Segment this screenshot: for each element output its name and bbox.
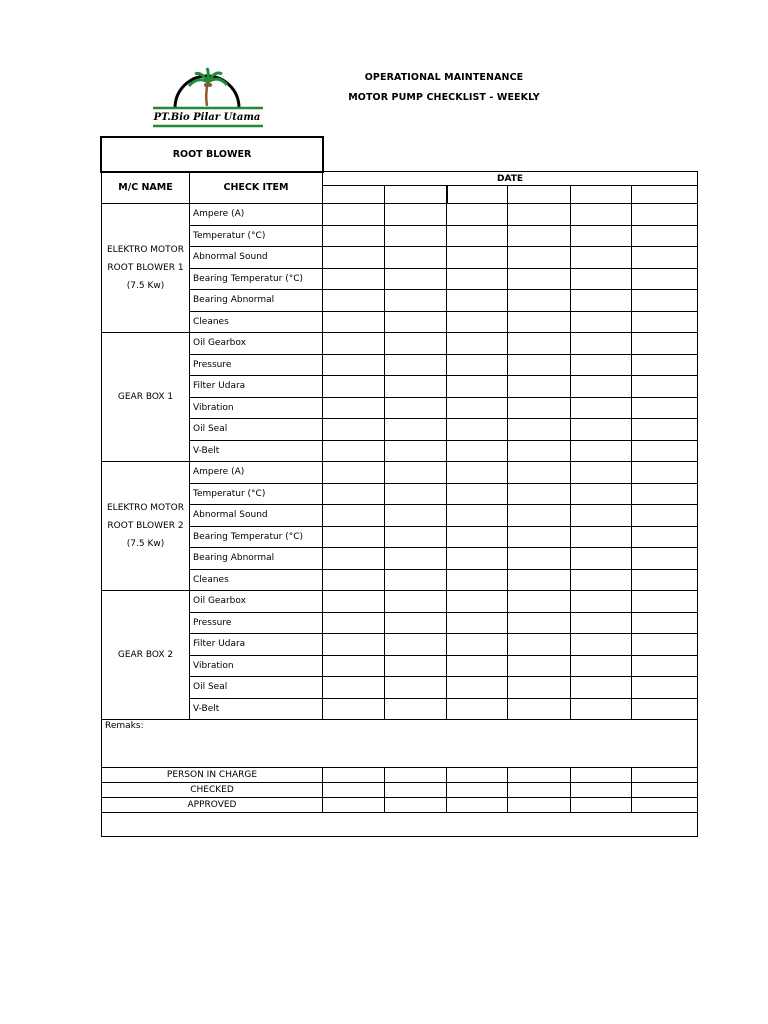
entry-cell[interactable] <box>447 612 508 634</box>
signature-cell[interactable] <box>632 783 698 798</box>
sign-row <box>102 798 698 813</box>
entry-cell[interactable] <box>385 634 447 656</box>
title-line-1: OPERATIONAL MAINTENANCE <box>364 72 524 83</box>
entry-cell[interactable] <box>385 483 447 505</box>
date-cell[interactable] <box>508 186 571 204</box>
entry-cell[interactable] <box>508 698 571 720</box>
entry-cell[interactable] <box>447 311 508 333</box>
entry-cell[interactable] <box>632 354 698 376</box>
check-item-cell: Filter Udara <box>190 376 323 398</box>
mc-name-line: (7.5 Kw) <box>126 281 165 291</box>
entry-cell[interactable] <box>447 505 508 527</box>
entry-cell[interactable] <box>385 526 447 548</box>
sign-row <box>102 768 698 783</box>
entry-cell[interactable] <box>571 591 632 613</box>
section-title: ROOT BLOWER <box>100 136 324 173</box>
company-logo <box>145 66 270 136</box>
signature-cell[interactable] <box>385 783 447 798</box>
remarks-field[interactable]: Remaks: <box>102 720 698 768</box>
entry-cell[interactable] <box>385 612 447 634</box>
sign-row <box>102 783 698 798</box>
entry-cell[interactable] <box>571 311 632 333</box>
signature-cell[interactable] <box>571 798 632 813</box>
entry-cell[interactable] <box>323 440 385 462</box>
entry-cell[interactable] <box>632 483 698 505</box>
entry-cell[interactable] <box>508 268 571 290</box>
entry-cell[interactable] <box>447 548 508 570</box>
entry-cell[interactable] <box>323 634 385 656</box>
entry-cell[interactable] <box>571 419 632 441</box>
entry-cell[interactable] <box>447 333 508 355</box>
entry-cell[interactable] <box>385 247 447 269</box>
entry-cell[interactable] <box>571 354 632 376</box>
title-line-2: MOTOR PUMP CHECKLIST - WEEKLY <box>348 92 540 103</box>
entry-cell[interactable] <box>571 634 632 656</box>
entry-cell[interactable] <box>508 677 571 699</box>
entry-cell[interactable] <box>323 655 385 677</box>
signature-cell[interactable] <box>447 768 508 783</box>
entry-cell[interactable] <box>632 333 698 355</box>
table-row <box>102 655 698 677</box>
entry-cell[interactable] <box>447 440 508 462</box>
entry-cell[interactable] <box>323 225 385 247</box>
entry-cell[interactable] <box>508 247 571 269</box>
entry-cell[interactable] <box>447 462 508 484</box>
mc-name-line: (7.5 Kw) <box>126 539 165 549</box>
table-row <box>102 333 698 355</box>
entry-cell[interactable] <box>632 419 698 441</box>
entry-cell[interactable] <box>632 505 698 527</box>
entry-cell[interactable] <box>447 397 508 419</box>
entry-cell[interactable] <box>571 505 632 527</box>
table-row <box>102 376 698 398</box>
entry-cell[interactable] <box>323 333 385 355</box>
entry-cell[interactable] <box>447 268 508 290</box>
entry-cell[interactable] <box>508 526 571 548</box>
entry-cell[interactable] <box>571 612 632 634</box>
entry-cell[interactable] <box>632 268 698 290</box>
check-item-header: CHECK ITEM <box>190 172 323 204</box>
entry-cell[interactable] <box>323 376 385 398</box>
entry-cell[interactable] <box>508 333 571 355</box>
table-row <box>102 677 698 699</box>
entry-cell[interactable] <box>385 548 447 570</box>
entry-cell[interactable] <box>447 569 508 591</box>
signature-cell[interactable] <box>508 783 571 798</box>
entry-cell[interactable] <box>323 591 385 613</box>
mc-name-line: ELEKTRO MOTOR <box>107 245 184 255</box>
entry-cell[interactable] <box>323 247 385 269</box>
check-item-cell: Bearing Temperatur (°C) <box>190 526 323 548</box>
check-item-cell: Ampere (A) <box>190 204 323 226</box>
remarks-row <box>102 720 698 768</box>
signature-cell[interactable] <box>571 768 632 783</box>
entry-cell[interactable] <box>385 354 447 376</box>
mc-name-line: ELEKTRO MOTOR <box>107 503 184 513</box>
entry-cell[interactable] <box>508 204 571 226</box>
entry-cell[interactable] <box>508 419 571 441</box>
entry-cell[interactable] <box>508 612 571 634</box>
entry-cell[interactable] <box>632 376 698 398</box>
check-item-cell: Temperatur (°C) <box>190 225 323 247</box>
entry-cell[interactable] <box>571 376 632 398</box>
entry-cell[interactable] <box>632 634 698 656</box>
entry-cell[interactable] <box>323 462 385 484</box>
entry-cell[interactable] <box>632 655 698 677</box>
table-row <box>102 505 698 527</box>
signature-cell[interactable] <box>447 783 508 798</box>
entry-cell[interactable] <box>571 548 632 570</box>
table-row <box>102 612 698 634</box>
check-item-cell: Oil Gearbox <box>190 333 323 355</box>
svg-text:PT.Bio Pilar Utama: PT.Bio Pilar Utama <box>153 112 261 123</box>
entry-cell[interactable] <box>385 225 447 247</box>
mc-name-cell <box>102 204 190 333</box>
table-row <box>102 591 698 613</box>
signature-cell[interactable] <box>385 798 447 813</box>
check-item-cell: Vibration <box>190 397 323 419</box>
check-item-cell: Cleanes <box>190 311 323 333</box>
entry-cell[interactable] <box>571 677 632 699</box>
check-item-cell: Bearing Temperatur (°C) <box>190 268 323 290</box>
entry-cell[interactable] <box>508 634 571 656</box>
table-row <box>102 440 698 462</box>
entry-cell[interactable] <box>447 634 508 656</box>
entry-cell[interactable] <box>447 483 508 505</box>
signature-cell[interactable] <box>632 798 698 813</box>
entry-cell[interactable] <box>508 440 571 462</box>
entry-cell[interactable] <box>508 505 571 527</box>
entry-cell[interactable] <box>508 311 571 333</box>
entry-cell[interactable] <box>385 290 447 312</box>
mc-name-line: GEAR BOX 1 <box>117 392 174 402</box>
entry-cell[interactable] <box>632 290 698 312</box>
entry-cell[interactable] <box>385 655 447 677</box>
entry-cell[interactable] <box>323 677 385 699</box>
table-row <box>102 698 698 720</box>
entry-cell[interactable] <box>571 526 632 548</box>
mc-name-header: M/C NAME <box>102 172 190 204</box>
entry-cell[interactable] <box>323 311 385 333</box>
entry-cell[interactable] <box>447 591 508 613</box>
signature-cell[interactable] <box>323 768 385 783</box>
check-item-cell: Pressure <box>190 354 323 376</box>
entry-cell[interactable] <box>385 311 447 333</box>
sign-label: APPROVED <box>102 798 323 813</box>
mc-name-line: ROOT BLOWER 2 <box>107 521 184 531</box>
entry-cell[interactable] <box>385 569 447 591</box>
check-item-cell: Pressure <box>190 612 323 634</box>
mc-name-line: ROOT BLOWER 1 <box>107 263 184 273</box>
entry-cell[interactable] <box>385 333 447 355</box>
table-row <box>102 290 698 312</box>
entry-cell[interactable] <box>447 204 508 226</box>
date-header: DATE <box>323 172 698 186</box>
entry-cell[interactable] <box>632 247 698 269</box>
entry-cell[interactable] <box>632 225 698 247</box>
signature-cell[interactable] <box>323 798 385 813</box>
entry-cell[interactable] <box>385 440 447 462</box>
entry-cell[interactable] <box>447 698 508 720</box>
checklist-table <box>101 171 698 837</box>
entry-cell[interactable] <box>508 569 571 591</box>
entry-cell[interactable] <box>447 677 508 699</box>
entry-cell[interactable] <box>447 655 508 677</box>
entry-cell[interactable] <box>385 462 447 484</box>
entry-cell[interactable] <box>323 268 385 290</box>
entry-cell[interactable] <box>323 397 385 419</box>
entry-cell[interactable] <box>632 204 698 226</box>
entry-cell[interactable] <box>571 204 632 226</box>
entry-cell[interactable] <box>508 354 571 376</box>
entry-cell[interactable] <box>323 204 385 226</box>
entry-cell[interactable] <box>447 247 508 269</box>
check-item-cell: Oil Seal <box>190 677 323 699</box>
check-item-cell: Filter Udara <box>190 634 323 656</box>
check-item-cell: Oil Seal <box>190 419 323 441</box>
entry-cell[interactable] <box>632 462 698 484</box>
table-row <box>102 548 698 570</box>
table-row <box>102 462 698 484</box>
check-item-cell: Vibration <box>190 655 323 677</box>
check-item-cell: Temperatur (°C) <box>190 483 323 505</box>
entry-cell[interactable] <box>447 419 508 441</box>
entry-cell[interactable] <box>323 290 385 312</box>
date-cell[interactable] <box>447 186 508 204</box>
check-item-cell: Abnormal Sound <box>190 505 323 527</box>
entry-cell[interactable] <box>571 483 632 505</box>
signature-cell[interactable] <box>571 783 632 798</box>
table-row <box>102 204 698 226</box>
check-item-cell: V-Belt <box>190 440 323 462</box>
entry-cell[interactable] <box>632 397 698 419</box>
entry-cell[interactable] <box>385 268 447 290</box>
entry-cell[interactable] <box>632 677 698 699</box>
signature-cell[interactable] <box>508 798 571 813</box>
entry-cell[interactable] <box>632 311 698 333</box>
table-row <box>102 483 698 505</box>
table-row <box>102 268 698 290</box>
date-cell[interactable] <box>632 186 698 204</box>
entry-cell[interactable] <box>323 612 385 634</box>
entry-cell[interactable] <box>508 225 571 247</box>
entry-cell[interactable] <box>571 225 632 247</box>
table-row <box>102 247 698 269</box>
entry-cell[interactable] <box>571 462 632 484</box>
entry-cell[interactable] <box>508 376 571 398</box>
check-item-cell: Bearing Abnormal <box>190 290 323 312</box>
entry-cell[interactable] <box>323 698 385 720</box>
entry-cell[interactable] <box>385 698 447 720</box>
entry-cell[interactable] <box>323 419 385 441</box>
table-row <box>102 225 698 247</box>
entry-cell[interactable] <box>508 290 571 312</box>
signature-cell[interactable] <box>447 798 508 813</box>
entry-cell[interactable] <box>632 612 698 634</box>
entry-cell[interactable] <box>508 462 571 484</box>
entry-cell[interactable] <box>447 290 508 312</box>
check-item-cell: Ampere (A) <box>190 462 323 484</box>
entry-cell[interactable] <box>632 591 698 613</box>
sign-label: PERSON IN CHARGE <box>102 768 323 783</box>
entry-cell[interactable] <box>385 505 447 527</box>
table-row <box>102 419 698 441</box>
entry-cell[interactable] <box>447 225 508 247</box>
signature-cell[interactable] <box>632 768 698 783</box>
entry-cell[interactable] <box>571 698 632 720</box>
entry-cell[interactable] <box>571 440 632 462</box>
entry-cell[interactable] <box>323 505 385 527</box>
entry-cell[interactable] <box>508 591 571 613</box>
mc-name-cell <box>102 591 190 720</box>
entry-cell[interactable] <box>571 333 632 355</box>
entry-cell[interactable] <box>447 376 508 398</box>
entry-cell[interactable] <box>385 204 447 226</box>
mc-name-cell <box>102 333 190 462</box>
table-row <box>102 634 698 656</box>
entry-cell[interactable] <box>571 569 632 591</box>
check-item-cell: Oil Gearbox <box>190 591 323 613</box>
sign-label: CHECKED <box>102 783 323 798</box>
signature-cell[interactable] <box>323 783 385 798</box>
entry-cell[interactable] <box>632 440 698 462</box>
entry-cell[interactable] <box>323 354 385 376</box>
entry-cell[interactable] <box>323 483 385 505</box>
entry-cell[interactable] <box>632 548 698 570</box>
check-item-cell: Abnormal Sound <box>190 247 323 269</box>
entry-cell[interactable] <box>571 268 632 290</box>
blank-cell[interactable] <box>102 813 698 837</box>
entry-cell[interactable] <box>385 591 447 613</box>
entry-cell[interactable] <box>447 526 508 548</box>
blank-row <box>102 813 698 837</box>
entry-cell[interactable] <box>632 698 698 720</box>
entry-cell[interactable] <box>385 397 447 419</box>
entry-cell[interactable] <box>571 655 632 677</box>
entry-cell[interactable] <box>632 569 698 591</box>
entry-cell[interactable] <box>571 397 632 419</box>
entry-cell[interactable] <box>323 548 385 570</box>
entry-cell[interactable] <box>323 526 385 548</box>
entry-cell[interactable] <box>508 397 571 419</box>
entry-cell[interactable] <box>571 247 632 269</box>
entry-cell[interactable] <box>632 526 698 548</box>
check-item-cell: V-Belt <box>190 698 323 720</box>
signature-cell[interactable] <box>385 768 447 783</box>
entry-cell[interactable] <box>447 354 508 376</box>
entry-cell[interactable] <box>571 290 632 312</box>
table-row <box>102 397 698 419</box>
entry-cell[interactable] <box>508 483 571 505</box>
table-row <box>102 354 698 376</box>
entry-cell[interactable] <box>508 655 571 677</box>
date-cell[interactable] <box>385 186 447 204</box>
date-cell[interactable] <box>323 186 385 204</box>
signature-cell[interactable] <box>508 768 571 783</box>
table-row <box>102 526 698 548</box>
check-item-cell: Cleanes <box>190 569 323 591</box>
entry-cell[interactable] <box>385 677 447 699</box>
entry-cell[interactable] <box>508 548 571 570</box>
entry-cell[interactable] <box>323 569 385 591</box>
entry-cell[interactable] <box>385 419 447 441</box>
mc-name-cell <box>102 462 190 591</box>
entry-cell[interactable] <box>385 376 447 398</box>
check-item-cell: Bearing Abnormal <box>190 548 323 570</box>
date-cell[interactable] <box>571 186 632 204</box>
table-row <box>102 311 698 333</box>
table-row <box>102 569 698 591</box>
mc-name-line: GEAR BOX 2 <box>117 650 174 660</box>
